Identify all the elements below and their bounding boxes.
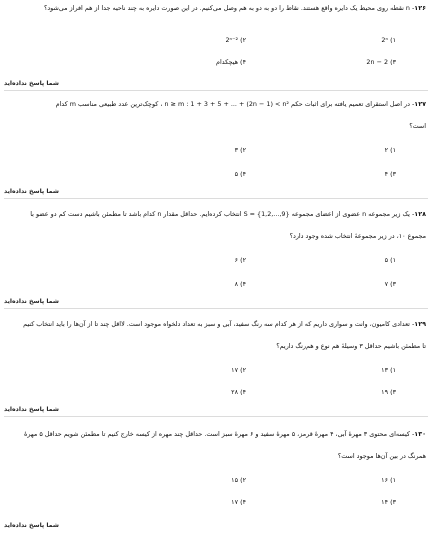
question-number: ۱۲۷: [414, 100, 426, 108]
option-2[interactable]: ۲) ۱۵: [231, 476, 246, 484]
question-stem-cont: همرنگ در بین آن‌ها موجود است؟: [337, 452, 426, 460]
unanswered-status: شما پاسخ نداده‌اید: [4, 298, 59, 305]
option-3[interactable]: ۳) ۱۴: [381, 498, 396, 506]
option-3[interactable]: ۳) ۷: [384, 280, 396, 288]
option-1[interactable]: ۱) ۱۳: [381, 366, 396, 374]
divider: [4, 90, 428, 91]
unanswered-status: شما پاسخ نداده‌اید: [4, 522, 59, 529]
question-127-text: ۱۲۷- در اصل استقرای تعمیم یافته برای اثبات حکم n ≥ m : 1 + 3 + 5 + ... + (2n − 1) < n² ، کوچک‌ترین عدد طبیعی مناسب m کدام: [55, 100, 426, 108]
question-126-text: ۱۲۶- n نقطه روی محیط یک دایره واقع هستند. نقاط را دو به دو به هم وصل می‌کنیم. در این صورت دایره به چند ناحیه جدا از هم افراز می‌شود؟: [43, 4, 426, 12]
question-stem-cont: مجموع ۱۰، در زیر مجموعهٔ انتخاب شده وجود دارد؟: [289, 232, 426, 240]
option-4[interactable]: ۴) ۸: [234, 280, 246, 288]
option-1[interactable]: ۱) 2ⁿ: [381, 36, 396, 44]
question-stem: تعدادی کامیون، وانت و سواری داریم که از هر کدام سه رنگ سفید، آبی و سبز به تعداد دلخواه موجود است. لااقل چند تا از آن‌ها را باید انتخاب کنیم: [23, 320, 410, 328]
option-4[interactable]: ۴) هیچکدام: [215, 58, 246, 66]
unanswered-status: شما پاسخ نداده‌اید: [4, 80, 59, 87]
question-stem: در اصل استقرای تعمیم یافته برای اثبات حکم n ≥ m : 1 + 3 + 5 + ... + (2n − 1) < n² ، کوچک‌ترین عدد طبیعی مناسب m کدام: [55, 100, 410, 108]
option-1[interactable]: ۱) ۱۶: [381, 476, 396, 484]
option-4[interactable]: ۴) ۲۸: [231, 388, 246, 396]
question-number: ۱۲۸: [414, 210, 426, 218]
option-2[interactable]: ۲) ۶: [234, 256, 246, 264]
unanswered-status: شما پاسخ نداده‌اید: [4, 188, 59, 195]
option-4[interactable]: ۴) ۱۷: [231, 498, 246, 506]
question-number: ۱۲۶: [414, 4, 426, 12]
option-1[interactable]: ۱) ۵: [384, 256, 396, 264]
question-stem: یک زیر مجموعه n عضوی از اعضای مجموعه S = {1,2,...,9} انتخاب کرده‌ایم. حداقل مقدار n کدام باشد تا مطمئن باشیم دست کم دو عضو با: [30, 210, 410, 218]
option-3[interactable]: ۳) ۱۹: [381, 388, 396, 396]
divider: [4, 308, 428, 309]
divider: [4, 416, 428, 417]
question-number: ۱۲۹: [414, 320, 426, 328]
option-3[interactable]: ۳) ۴: [384, 170, 396, 178]
option-1[interactable]: ۱) ۲: [384, 146, 396, 154]
question-number: ۱۳۰: [414, 430, 426, 438]
question-130-text: ۱۳۰- کیسه‌ای محتوی ۳ مهرهٔ آبی، ۴ مهرهٔ قرمز، ۵ مهرهٔ سفید و ۶ مهرهٔ سبز است. حداقل چند مهره از کیسه خارج کنیم تا مطمئن شویم حداقل ۵ مهرهٔ: [24, 430, 426, 438]
question-stem: کیسه‌ای محتوی ۳ مهرهٔ آبی، ۴ مهرهٔ قرمز، ۵ مهرهٔ سفید و ۶ مهرهٔ سبز است. حداقل چند مهره از کیسه خارج کنیم تا مطمئن شویم حداقل ۵ مهرهٔ: [24, 430, 410, 438]
option-2[interactable]: ۲) ۱۷: [231, 366, 246, 374]
option-2[interactable]: ۲) 2ⁿ⁻²: [225, 36, 246, 44]
divider: [4, 198, 428, 199]
question-128-text: ۱۲۸- یک زیر مجموعه n عضوی از اعضای مجموعه S = {1,2,...,9} انتخاب کرده‌ایم. حداقل مقدار n کدام باشد تا مطمئن باشیم دست کم دو عضو با: [30, 210, 426, 218]
question-stem-cont: است؟: [409, 122, 426, 130]
option-4[interactable]: ۴) ۵: [234, 170, 246, 178]
question-129-text: ۱۲۹- تعدادی کامیون، وانت و سواری داریم که از هر کدام سه رنگ سفید، آبی و سبز به تعداد دلخواه موجود است. لااقل چند تا از آن‌ها را باید انتخاب کنیم: [23, 320, 426, 328]
unanswered-status: شما پاسخ نداده‌اید: [4, 406, 59, 413]
option-3[interactable]: ۳) 2n − 2: [366, 58, 396, 66]
option-2[interactable]: ۲) ۳: [234, 146, 246, 154]
question-stem: n نقطه روی محیط یک دایره واقع هستند. نقاط را دو به دو به هم وصل می‌کنیم. در این صورت دایره به چند ناحیه جدا از هم افراز می‌شود؟: [43, 4, 410, 12]
question-stem-cont: تا مطمئن باشیم حداقل ۳ وسیلهٔ هم نوع و هم‌رنگ داریم؟: [276, 342, 426, 350]
